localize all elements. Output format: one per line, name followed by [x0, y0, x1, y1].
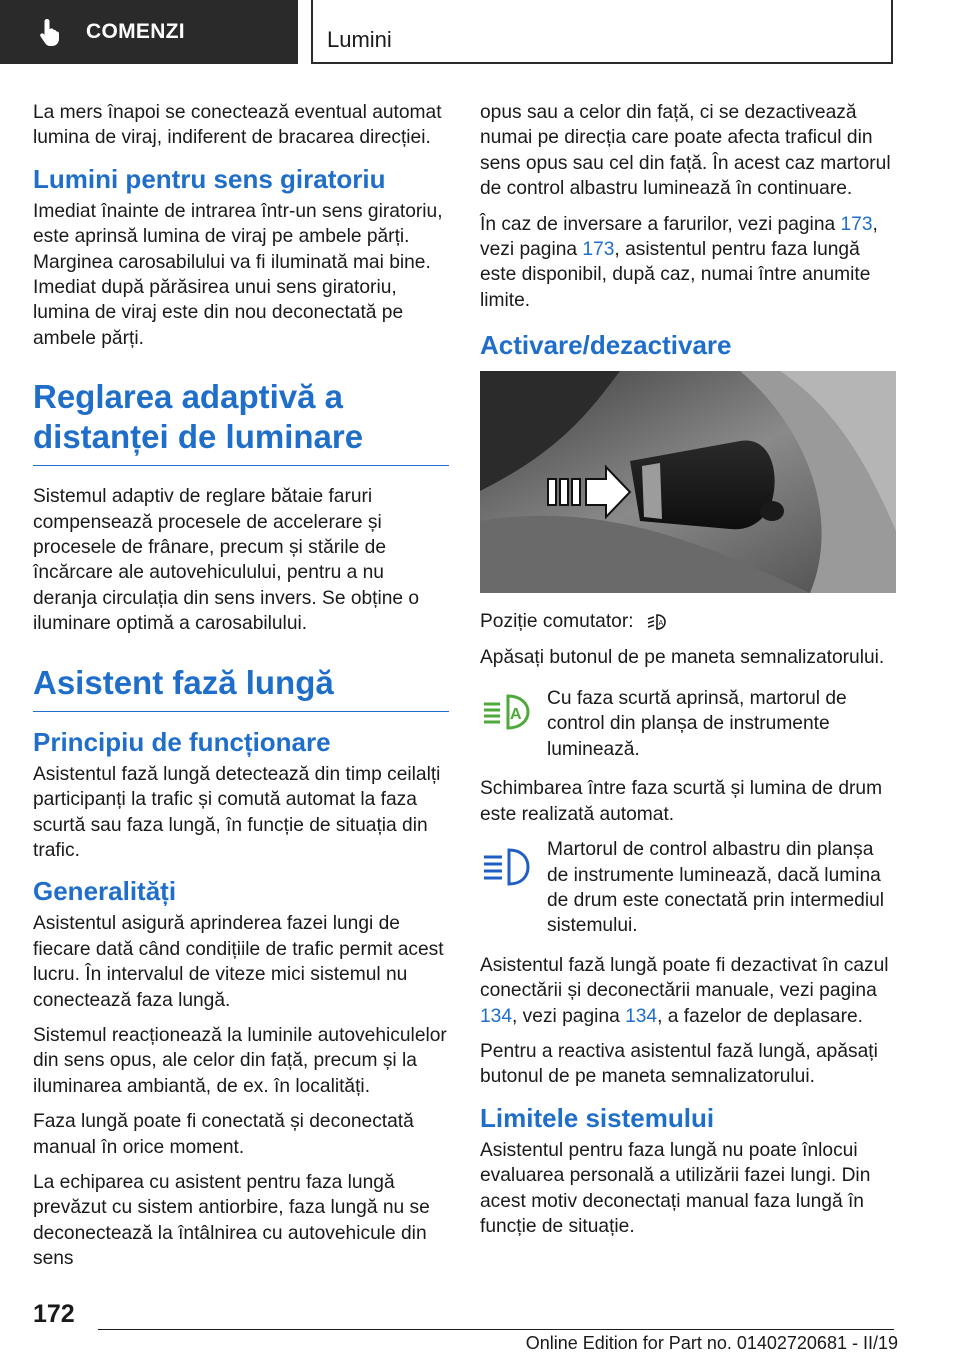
- right-column: [480, 100, 896, 1249]
- footer-divider: [98, 1329, 894, 1330]
- text: Asistentul fază lungă poate fi dezactivat în cazul conectării și deconectării manuale, vezi pagina: [480, 954, 889, 1002]
- paragraph: Sistemul reacționează la luminile autovehiculelor din sens opus, ale celor din față, precum și la iluminarea ambiantă, de ex. în localități.: [33, 1024, 447, 1097]
- turn-signal-lever-photo: [480, 371, 896, 593]
- heading-principiu: Principiu de funcționare: [33, 726, 331, 757]
- paragraph: Imediat înainte de intrarea într‑un sens giratoriu, este aprinsă lumina de viraj pe ambele părți. Marginea carosabilului va fi iluminată mai bine. Imediat după părăsirea unui sens giratoriu, lumina de viraj este din nou deconectată pe ambele părți.: [33, 200, 443, 349]
- edition-text: Online Edition for Part no. 01402720681 - II/19: [525, 1333, 898, 1353]
- chapter-label: Lumini: [327, 27, 392, 52]
- text: , a fazelor de deplasare.: [657, 1005, 863, 1027]
- indicator-block-high-beam: [480, 837, 896, 939]
- paragraph: Martorul de control albastru din planșa de instrumente luminează, dacă lumina de drum este conectată prin intermediul sistemului.: [547, 839, 885, 937]
- paragraph: La echiparea cu asistent pentru faza lungă prevăzut cu sistem antiorbire, faza lungă nu se deconectează la întâlnirea cu autovehicule din sens: [33, 1171, 430, 1270]
- page-ref-link[interactable]: 134: [480, 1005, 513, 1027]
- heading-reglare-adaptiva: Reglarea adaptivă a distanței de luminare: [33, 377, 449, 466]
- paragraph: Apăsați butonul de pe maneta semnalizatorului.: [480, 646, 885, 668]
- text: , asistentul pentru faza lungă este disponibil, după caz, numai între anumite limite.: [480, 239, 871, 311]
- high-beam-assist-icon: [646, 612, 668, 632]
- page-number: 172: [33, 1300, 75, 1328]
- text: , vezi pagina: [480, 213, 878, 261]
- paragraph: Asistentul pentru faza lungă nu poate înlocui evaluarea personală a utilizării fazei lungi. Din acest motiv deconectați manual faza lungă în funcție de situație.: [480, 1139, 871, 1237]
- high-beam-assistant-green-icon: [480, 690, 532, 734]
- left-column: [33, 100, 449, 1282]
- paragraph-with-refs: [480, 953, 896, 1029]
- paragraph: Cu faza scurtă aprinsă, martorul de control din planșa de instrumente luminează.: [547, 688, 847, 760]
- heading-activare: Activare/dezactivare: [480, 330, 732, 361]
- heading-sens-giratoriu: Lumini pentru sens giratoriu: [33, 163, 386, 194]
- chapter-tab: [311, 0, 893, 64]
- high-beam-blue-icon: [480, 845, 532, 889]
- text: În caz de inversare a farurilor, vezi pagina: [480, 213, 841, 235]
- paragraph: Faza lungă poate fi conectată și deconectată manual în orice moment.: [33, 1111, 414, 1158]
- paragraph: opus sau a celor din față, ci se dezactivează numai pe direcția care poate afecta traficul din sens opus sau cel din față. În acest caz martorul de control albastru luminează în continuare.: [480, 102, 891, 200]
- section-tab: [0, 0, 298, 64]
- paragraph: Asistentul fază lungă detectează din timp ceilalți participanți la trafic și comută automat la faza scurtă sau faza lungă, în funcție de situația din trafic.: [33, 763, 441, 861]
- svg-text:A: A: [510, 706, 522, 724]
- svg-text:A: A: [658, 620, 663, 628]
- heading-limite: Limitele sistemului: [480, 1102, 715, 1133]
- hand-pointer-icon: [38, 17, 64, 47]
- section-label: COMENZI: [86, 20, 185, 43]
- text: , vezi pagina: [512, 1005, 626, 1027]
- indicator-block-low-beam: [480, 686, 896, 762]
- page-ref-link[interactable]: 173: [582, 239, 615, 261]
- paragraph: Asistentul asigură aprinderea fazei lungi de fiecare dată când condițiile de trafic permit acest lucru. În intervalul de viteze mici sistemul nu conectează faza lungă.: [33, 913, 444, 1011]
- paragraph: [480, 609, 896, 634]
- paragraph: Schimbarea între faza scurtă și lumina de drum este realizată automat.: [480, 778, 883, 825]
- heading-asistent-faza-lunga: Asistent fază lungă: [33, 663, 449, 712]
- paragraph: Pentru a reactiva asistentul fază lungă, apăsați butonul de pe maneta semnalizatorului.: [480, 1040, 878, 1088]
- paragraph: La mers înapoi se conectează eventual automat lumina de viraj, indiferent de bracarea direcției.: [33, 102, 442, 149]
- heading-generalitati: Generalități: [33, 876, 177, 907]
- text: Poziție comutator:: [480, 611, 634, 633]
- paragraph: Sistemul adaptiv de reglare bătaie faruri compensează procesele de accelerare și procesele de frânare, precum și stările de încărcare ale autovehiculului, pentru a nu deranja circulația din sens invers. Se obține o iluminare optimă a carosabilului.: [33, 486, 420, 635]
- paragraph-with-refs: [480, 212, 896, 314]
- page-ref-link[interactable]: 173: [840, 213, 873, 235]
- page-ref-link[interactable]: 134: [625, 1005, 658, 1027]
